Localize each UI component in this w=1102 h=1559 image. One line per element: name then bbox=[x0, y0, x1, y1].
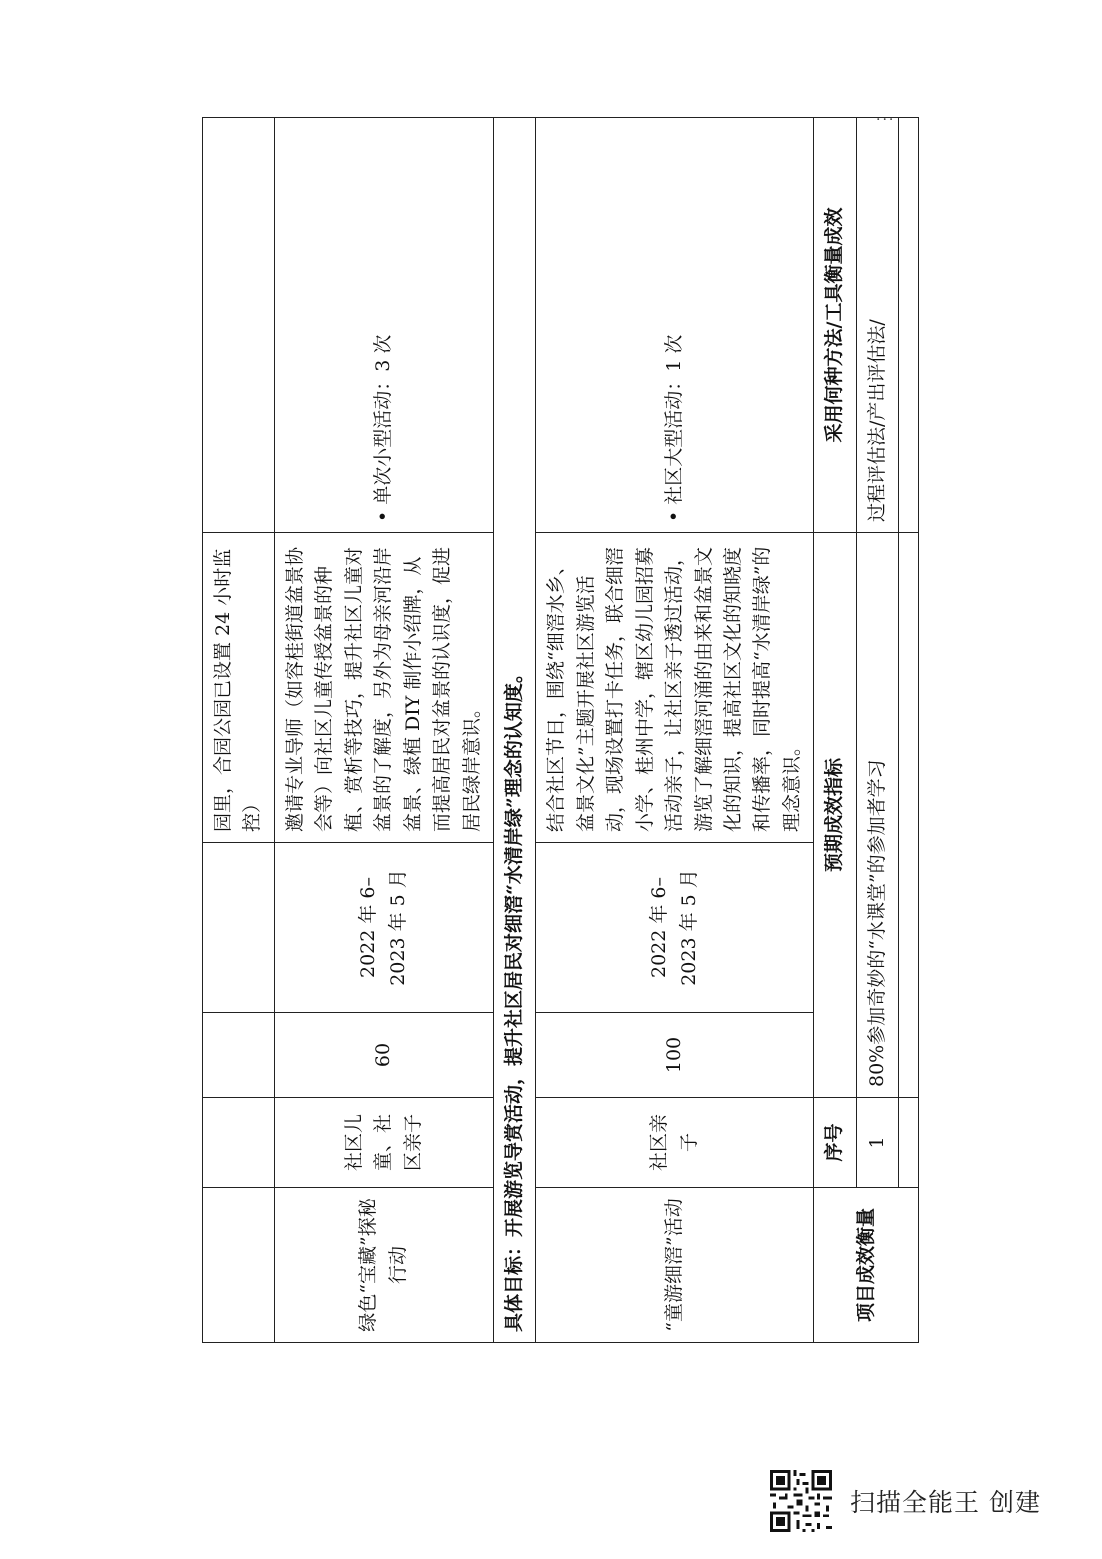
table-row bbox=[814, 118, 856, 1343]
section-label: 项目成效衡量 bbox=[814, 1188, 919, 1343]
table-row bbox=[493, 118, 535, 1343]
activity-name: “童游细滘”活动 bbox=[536, 1188, 814, 1343]
empty-cell bbox=[203, 1188, 275, 1343]
scanner-credit: 扫描全能王 创建 bbox=[850, 1488, 1041, 1517]
measure-method: 过程评估法/产出评估法/ bbox=[856, 118, 898, 533]
activity-target: 社区儿童、社区亲子 bbox=[274, 1098, 493, 1188]
activity-indicator: • 单次小型活动：3 次 bbox=[274, 118, 493, 533]
measure-expected: 80%参加奇妙的“水课堂”的参加者学习 bbox=[856, 533, 898, 1098]
empty-cell bbox=[203, 1098, 275, 1188]
activity-name: 绿色“宝藏”探秘行动 bbox=[274, 1188, 493, 1343]
qr-code-icon bbox=[770, 1470, 832, 1532]
specific-goal: 具体目标：开展游览导赏活动，提升社区居民对细滘“水清岸绿”理念的认知度。 bbox=[493, 118, 535, 1343]
table-row bbox=[899, 118, 919, 1343]
page-corner-marks: ... bbox=[876, 108, 896, 124]
measure-no: 1 bbox=[856, 1098, 898, 1188]
activity-count: 100 bbox=[536, 1013, 814, 1098]
column-header-method: 采用何种方法/工具衡量成效 bbox=[814, 118, 856, 533]
activity-time: 2022 年 6–2023 年 5 月 bbox=[536, 843, 814, 1013]
content-continuation: 园里，合园公园已设置 24 小时监控） bbox=[203, 533, 275, 843]
table-row bbox=[536, 118, 814, 1343]
activity-content: 结合社区节日，围绕“细滘水乡、盆景文化”主题开展社区游览活动，现场设置打卡任务，联合细滘小学、桂州中学，辖区幼儿园招募活动亲子，让社区亲子透过活动，游览了解细滘河涌的由来和盆景文化的知识，提高社区文化的知晓度和传播率，同时提高“水清岸绿”的理念意识。 bbox=[536, 533, 814, 843]
table-row bbox=[203, 118, 275, 1343]
activity-indicator: • 社区大型活动：1 次 bbox=[536, 118, 814, 533]
empty-cell bbox=[899, 533, 919, 1098]
column-header-no: 序号 bbox=[814, 1098, 856, 1188]
empty-cell bbox=[899, 118, 919, 533]
activity-target: 社区亲子 bbox=[536, 1098, 814, 1188]
activity-count: 60 bbox=[274, 1013, 493, 1098]
activity-content: 邀请专业导师（如容桂街道盆景协会等）向社区儿童传授盆景的种植、赏析等技巧，提升社区儿童对盆景的了解度，另外为母亲河沿岸盆景、绿植 DIY 制作小绍牌，从而提高居民对盆景的认识度，促进居民绿岸意识。 bbox=[274, 533, 493, 843]
activity-time: 2022 年 6–2023 年 5 月 bbox=[274, 843, 493, 1013]
rotated-table-wrapper bbox=[202, 118, 908, 1343]
activity-table bbox=[202, 117, 919, 1343]
empty-cell bbox=[203, 1013, 275, 1098]
empty-cell bbox=[203, 843, 275, 1013]
scanner-watermark bbox=[770, 1470, 1041, 1532]
table-row bbox=[856, 118, 898, 1343]
empty-cell bbox=[203, 118, 275, 533]
column-header-expected: 预期成效指标 bbox=[814, 533, 856, 1098]
empty-cell bbox=[899, 1098, 919, 1188]
table-row bbox=[274, 118, 493, 1343]
